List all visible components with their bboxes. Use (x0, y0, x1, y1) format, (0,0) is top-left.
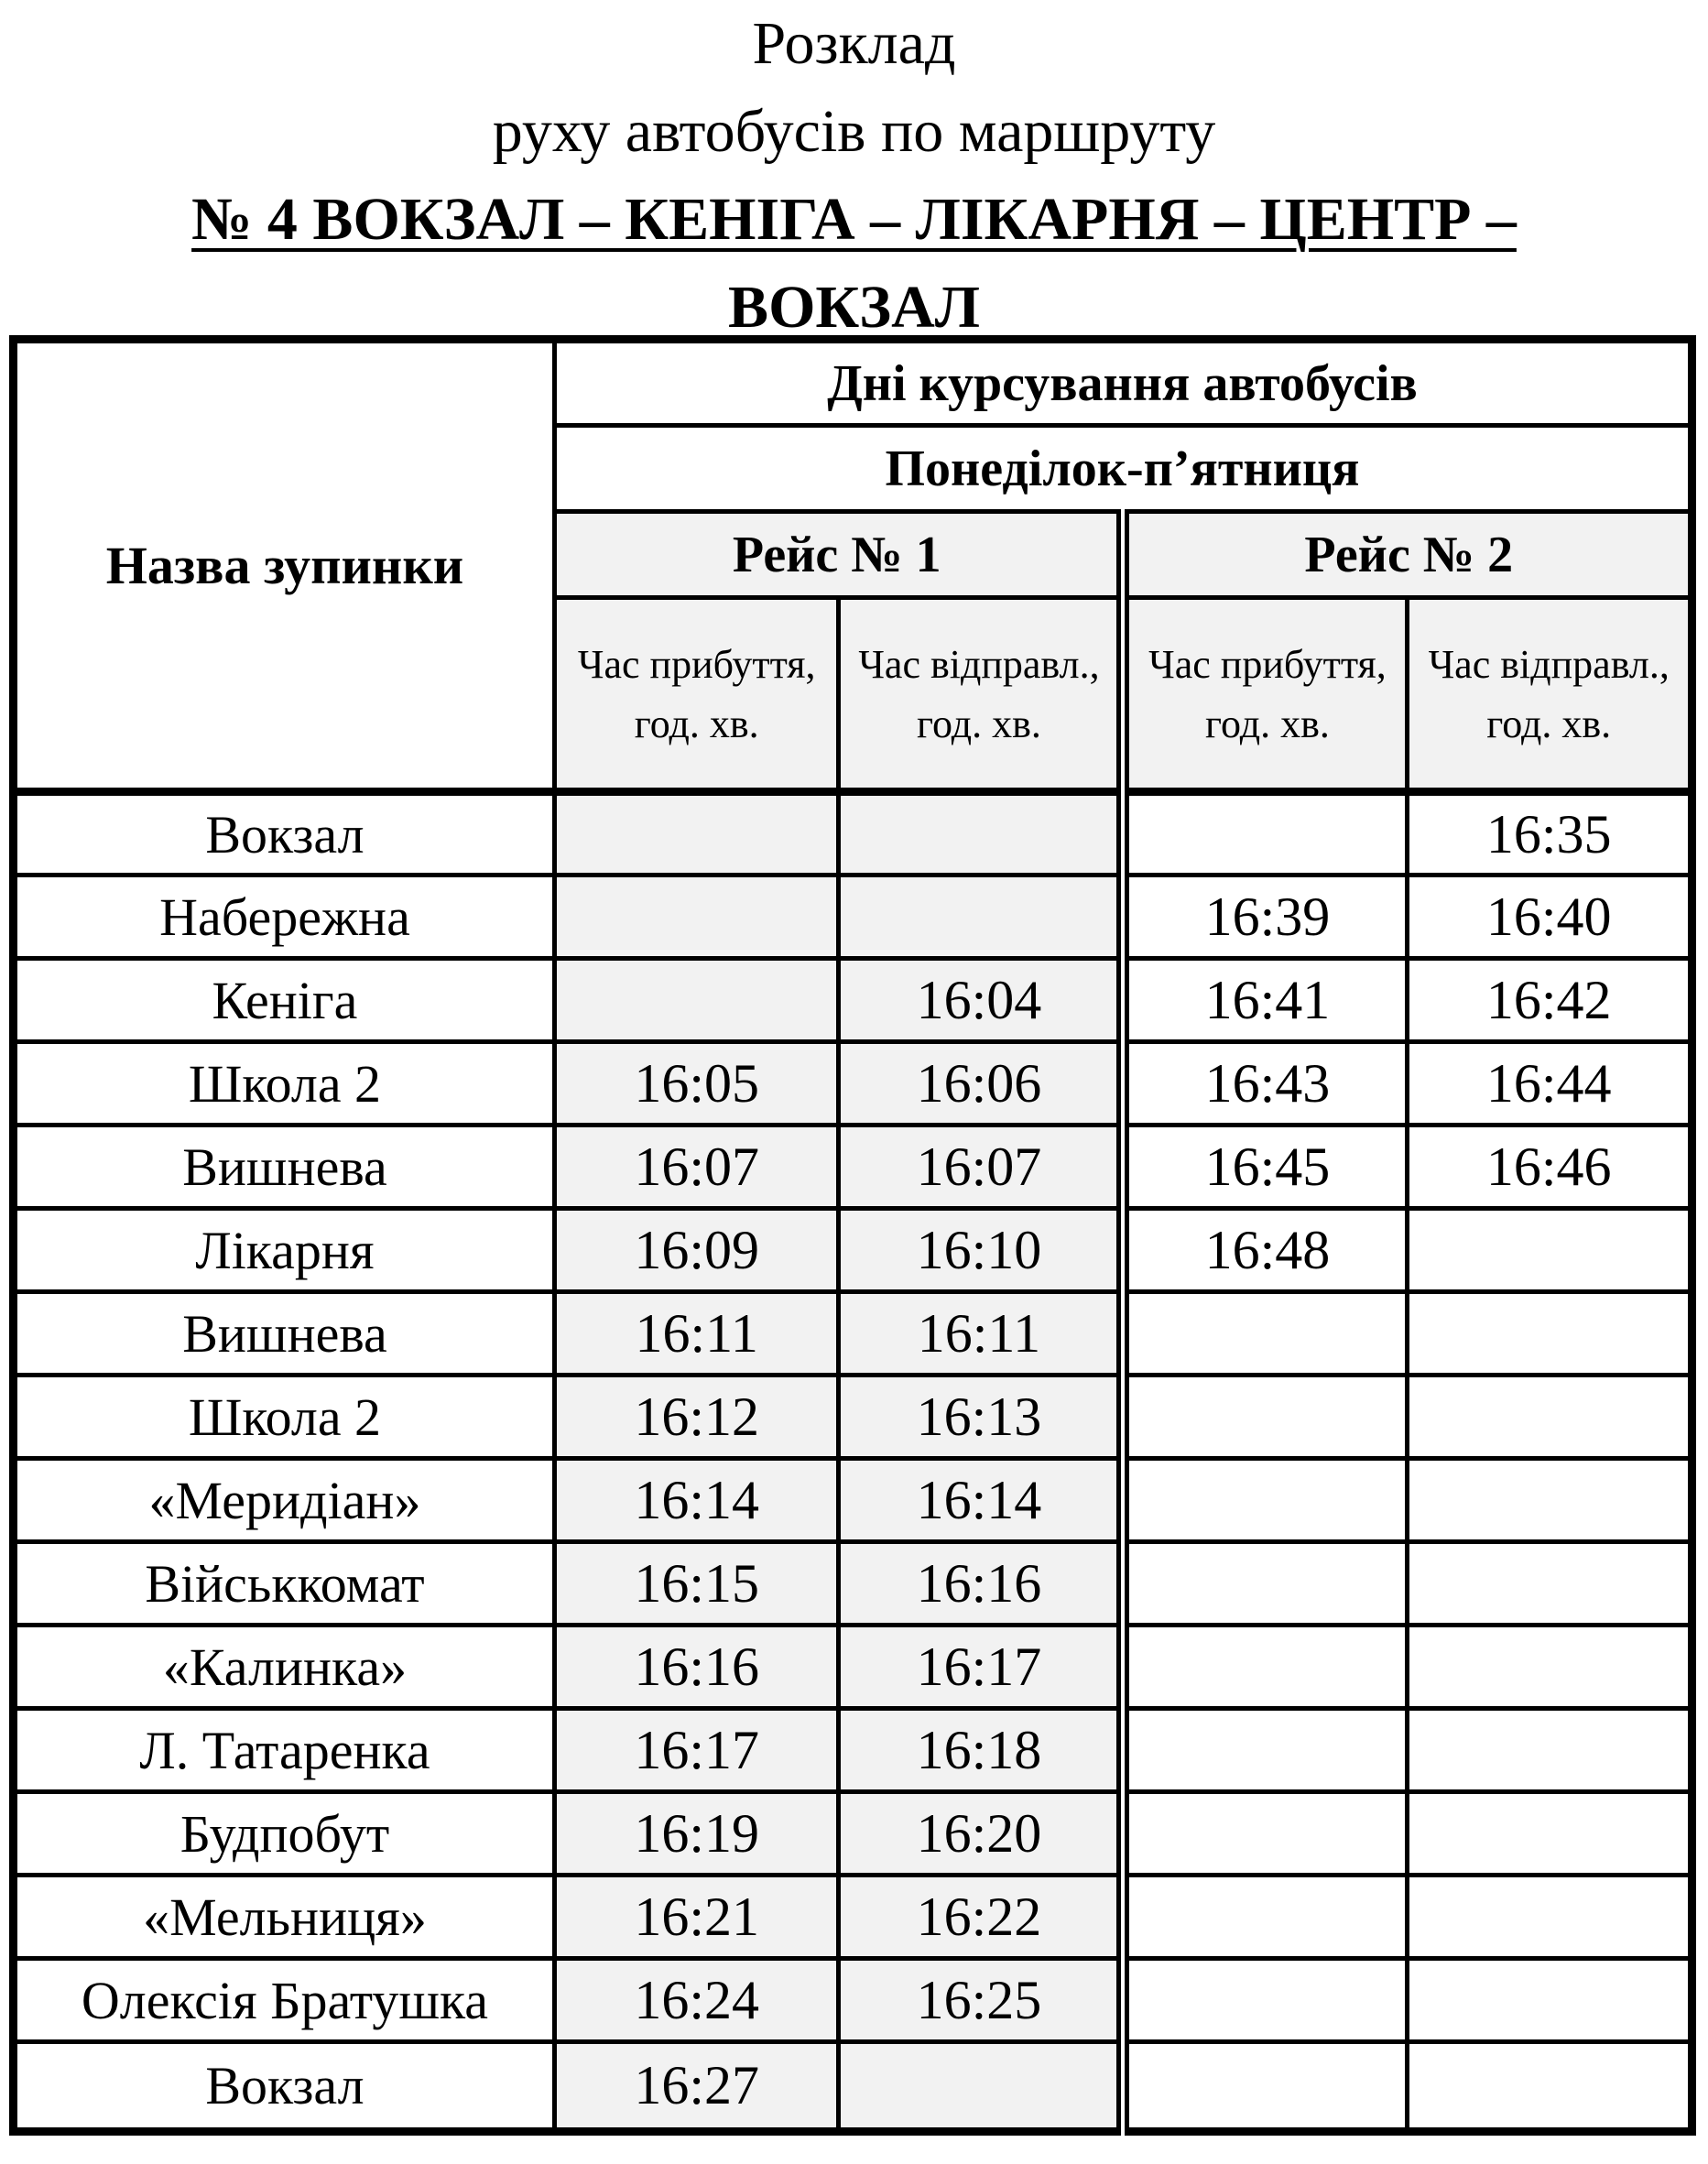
table-row (14, 1125, 1692, 1209)
trip-2-departure: 16:46 (1408, 1125, 1692, 1209)
trip-1-label: Рейс № 1 (554, 512, 1123, 598)
table-row (14, 1792, 1692, 1876)
trip-2-departure (1408, 1209, 1692, 1292)
table-row (14, 1042, 1692, 1125)
trip-1-departure-header: Час відправл., год. хв. (839, 598, 1124, 792)
trip-1-departure: 16:25 (839, 1959, 1124, 2042)
trip-2-departure (1408, 1792, 1692, 1876)
trip-1-departure: 16:17 (839, 1626, 1124, 1709)
trip-2-departure: 16:44 (1408, 1042, 1692, 1125)
schedule-rows (14, 792, 1692, 2132)
table-row (14, 1376, 1692, 1459)
table-row (14, 1209, 1692, 1292)
trip-1-departure: 16:11 (839, 1292, 1124, 1376)
trip-1-arrival (554, 875, 839, 959)
table-row (14, 1459, 1692, 1542)
trip-1-departure: 16:20 (839, 1792, 1124, 1876)
trip-2-label: Рейс № 2 (1123, 512, 1692, 598)
trip-1-departure: 16:10 (839, 1209, 1124, 1292)
table-row (14, 1292, 1692, 1376)
trip-1-departure: 16:14 (839, 1459, 1124, 1542)
trip-1-arrival: 16:12 (554, 1376, 839, 1459)
trip-1-arrival (554, 959, 839, 1042)
trip-1-arrival: 16:19 (554, 1792, 839, 1876)
trip-1-departure: 16:07 (839, 1125, 1124, 1209)
route-title-line2: ВОКЗАЛ (728, 274, 980, 341)
stop-name: Олексія Братушка (14, 1959, 555, 2042)
trip-2-departure: 16:42 (1408, 959, 1692, 1042)
trip-2-arrival (1123, 1376, 1408, 1459)
trip-1-arrival: 16:15 (554, 1542, 839, 1626)
trip-2-arrival: 16:45 (1123, 1125, 1408, 1209)
trip-1-arrival: 16:16 (554, 1626, 839, 1709)
doc-subtitle: руху автобусів по маршруту (492, 98, 1216, 165)
document-header (0, 0, 1708, 352)
days-value: Понеділок-п’ятниця (554, 426, 1692, 512)
trip-1-departure (839, 2042, 1124, 2132)
table-row (14, 875, 1692, 959)
stop-name: «Калинка» (14, 1626, 555, 1709)
trip-2-departure (1408, 1709, 1692, 1792)
table-row (14, 2042, 1692, 2132)
trip-2-departure (1408, 2042, 1692, 2132)
table-row (14, 1542, 1692, 1626)
trip-2-departure (1408, 1626, 1692, 1709)
stop-name: Вишнева (14, 1292, 555, 1376)
trip-2-departure: 16:35 (1408, 792, 1692, 875)
stop-column-header: Назва зупинки (14, 340, 555, 792)
trip-1-departure: 16:18 (839, 1709, 1124, 1792)
trip-2-departure: 16:40 (1408, 875, 1692, 959)
days-header: Дні курсування автобусів (554, 340, 1692, 426)
trip-2-arrival (1123, 2042, 1408, 2132)
table-row (14, 959, 1692, 1042)
trip-2-arrival (1123, 1792, 1408, 1876)
stop-name: Кеніга (14, 959, 555, 1042)
stop-name: Школа 2 (14, 1042, 555, 1125)
stop-name: «Меридіан» (14, 1459, 555, 1542)
trip-2-arrival (1123, 1626, 1408, 1709)
trip-1-departure (839, 875, 1124, 959)
trip-1-arrival: 16:07 (554, 1125, 839, 1209)
trip-2-departure (1408, 1542, 1692, 1626)
trip-2-arrival-header: Час прибуття, год. хв. (1123, 598, 1408, 792)
trip-1-arrival-header: Час прибуття, год. хв. (554, 598, 839, 792)
trip-1-arrival: 16:05 (554, 1042, 839, 1125)
trip-2-departure (1408, 1959, 1692, 2042)
trip-2-arrival: 16:39 (1123, 875, 1408, 959)
header-row-days (14, 340, 1692, 426)
stop-name: Військкомат (14, 1542, 555, 1626)
trip-2-arrival (1123, 1709, 1408, 1792)
trip-2-departure (1408, 1292, 1692, 1376)
schedule-table (9, 335, 1696, 2136)
route-title-line1: № 4 ВОКЗАЛ – КЕНІГА – ЛІКАРНЯ – ЦЕНТР – (191, 186, 1517, 253)
trip-1-arrival: 16:09 (554, 1209, 839, 1292)
trip-1-departure: 16:16 (839, 1542, 1124, 1626)
trip-2-arrival (1123, 1959, 1408, 2042)
trip-2-arrival (1123, 1292, 1408, 1376)
stop-name: Лікарня (14, 1209, 555, 1292)
stop-name: Вокзал (14, 792, 555, 875)
trip-2-departure (1408, 1376, 1692, 1459)
stop-name: Вокзал (14, 2042, 555, 2132)
trip-1-arrival: 16:11 (554, 1292, 839, 1376)
stop-name: Школа 2 (14, 1376, 555, 1459)
stop-name: Будпобут (14, 1792, 555, 1876)
trip-1-arrival: 16:17 (554, 1709, 839, 1792)
trip-2-arrival: 16:43 (1123, 1042, 1408, 1125)
trip-2-departure-header: Час відправл., год. хв. (1408, 598, 1692, 792)
trip-2-arrival (1123, 792, 1408, 875)
trip-1-departure: 16:04 (839, 959, 1124, 1042)
trip-1-departure: 16:06 (839, 1042, 1124, 1125)
trip-2-departure (1408, 1876, 1692, 1959)
table-row (14, 792, 1692, 875)
trip-1-arrival: 16:14 (554, 1459, 839, 1542)
table-row (14, 1626, 1692, 1709)
trip-1-arrival: 16:27 (554, 2042, 839, 2132)
trip-1-departure: 16:22 (839, 1876, 1124, 1959)
trip-2-arrival (1123, 1876, 1408, 1959)
doc-title: Розклад (752, 10, 956, 77)
trip-2-arrival: 16:41 (1123, 959, 1408, 1042)
stop-name: Вишнева (14, 1125, 555, 1209)
trip-1-arrival (554, 792, 839, 875)
stop-name: Л. Татаренка (14, 1709, 555, 1792)
stop-name: Набережна (14, 875, 555, 959)
table-row (14, 1709, 1692, 1792)
stop-name: «Мельниця» (14, 1876, 555, 1959)
trip-2-arrival (1123, 1542, 1408, 1626)
trip-1-arrival: 16:21 (554, 1876, 839, 1959)
trip-1-departure: 16:13 (839, 1376, 1124, 1459)
trip-1-arrival: 16:24 (554, 1959, 839, 2042)
table-row (14, 1959, 1692, 2042)
trip-2-departure (1408, 1459, 1692, 1542)
table-row (14, 1876, 1692, 1959)
trip-2-arrival: 16:48 (1123, 1209, 1408, 1292)
trip-1-departure (839, 792, 1124, 875)
trip-2-arrival (1123, 1459, 1408, 1542)
